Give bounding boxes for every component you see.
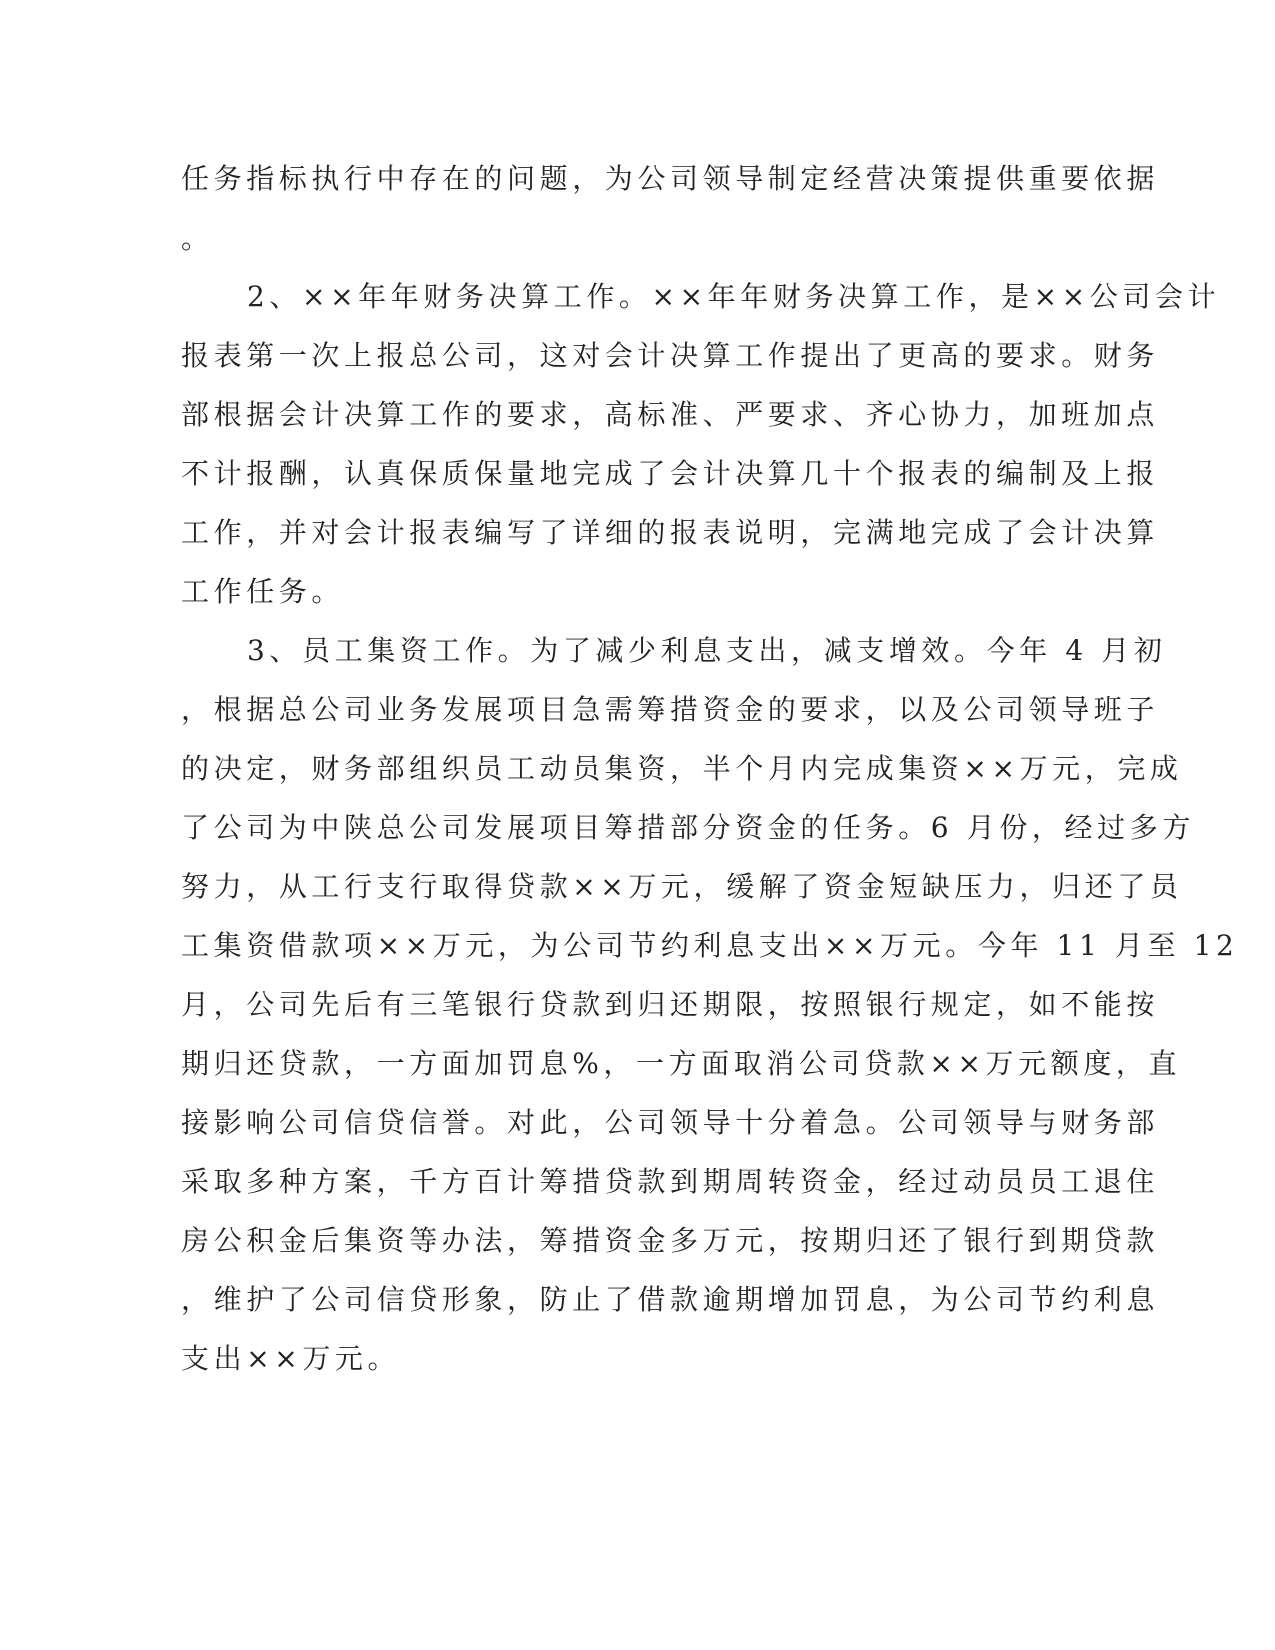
text-line: ，维护了公司信贷形象，防止了借款逾期增加罚息，为公司节约利息 — [181, 1283, 1160, 1316]
paragraph-3-start: 3、员工集资工作。为了减少利息支出，减支增效。今年 4 月初 — [247, 634, 1167, 667]
text-line: 不计报酬，认真保质保量地完成了会计决算几十个报表的编制及上报 — [181, 457, 1160, 490]
text-line: 部根据会计决算工作的要求，高标准、严要求、齐心协力，加班加点 — [181, 398, 1160, 431]
text-line: 报表第一次上报总公司，这对会计决算工作提出了更高的要求。财务 — [181, 339, 1160, 372]
text-line: 采取多种方案，千方百计筹措贷款到期周转资金，经过动员员工退住 — [181, 1165, 1160, 1198]
text-line: ，根据总公司业务发展项目急需筹措资金的要求，以及公司领导班子 — [181, 693, 1160, 726]
text-line: 接影响公司信贷信誉。对此，公司领导十分着急。公司领导与财务部 — [181, 1106, 1160, 1139]
text-line: 工作，并对会计报表编写了详细的报表说明，完满地完成了会计决算 — [181, 516, 1160, 549]
text-line: 。 — [181, 222, 214, 255]
text-line: 任务指标执行中存在的问题，为公司领导制定经营决策提供重要依据 — [181, 162, 1160, 195]
text-line: 的决定，财务部组织员工动员集资，半个月内完成集资××万元，完成 — [181, 752, 1183, 785]
text-line: 房公积金后集资等办法，筹措资金多万元，按期归还了银行到期贷款 — [181, 1224, 1160, 1257]
paragraph-2-start: 2、××年年财务决算工作。××年年财务决算工作，是××公司会计 — [247, 280, 1221, 313]
text-line: 支出××万元。 — [181, 1342, 401, 1375]
text-line: 期归还贷款，一方面加罚息%，一方面取消公司贷款××万元额度，直 — [181, 1047, 1182, 1080]
text-line: 努力，从工行支行取得贷款××万元，缓解了资金短缺压力，归还了员 — [181, 870, 1183, 903]
text-line: 工作任务。 — [181, 575, 345, 608]
text-line: 工集资借款项××万元，为公司节约利息支出××万元。今年 11 月至 12 — [181, 929, 1239, 962]
text-line: 了公司为中陕总公司发展项目筹措部分资金的任务。6 月份，经过多方 — [181, 811, 1195, 844]
text-line: 月，公司先后有三笔银行贷款到归还期限，按照银行规定，如不能按 — [181, 988, 1160, 1021]
